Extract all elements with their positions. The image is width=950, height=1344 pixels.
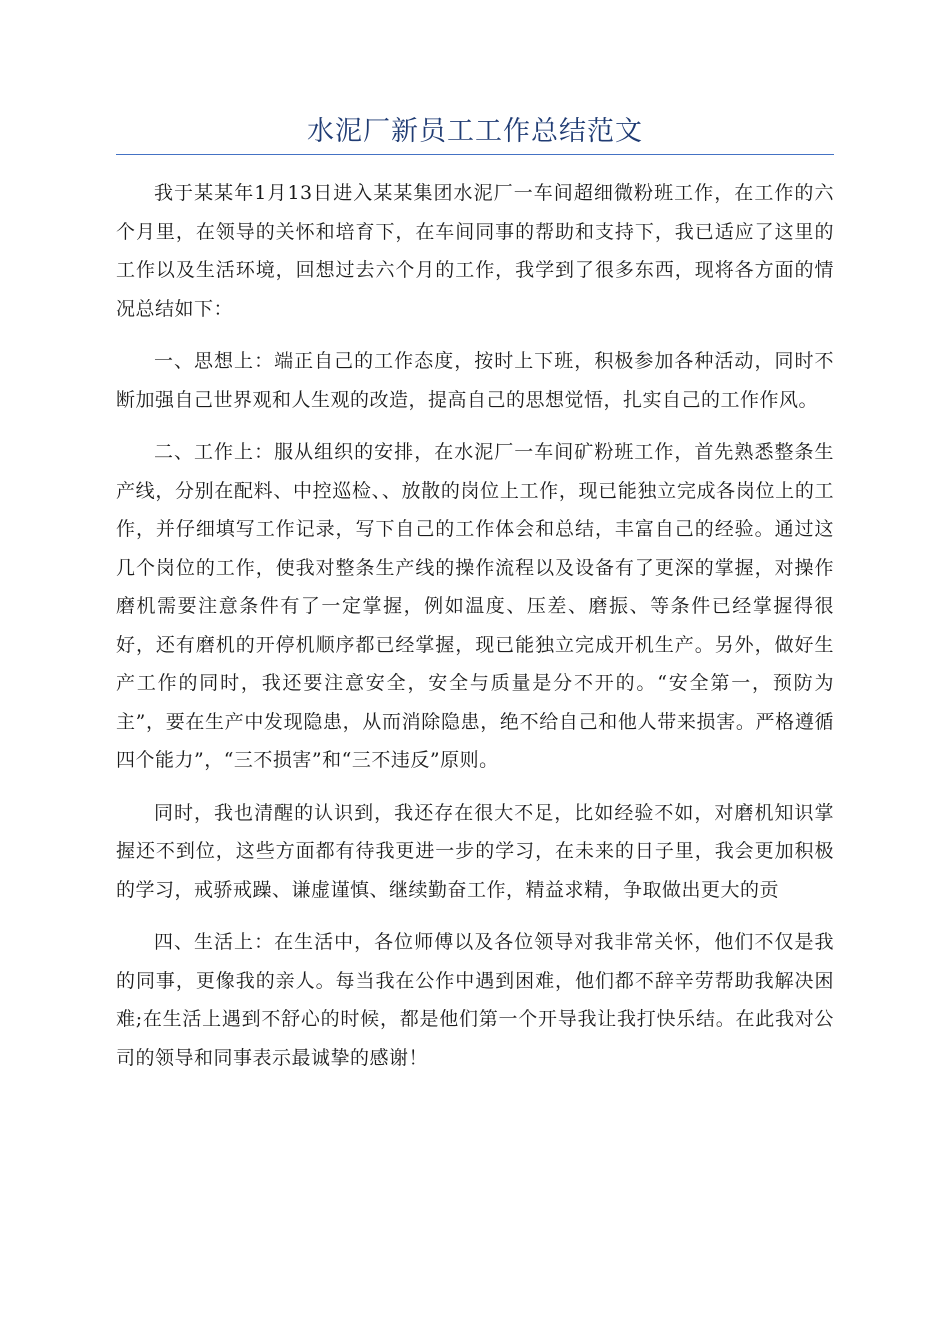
paragraph-thinking: 一、思想上：端正自己的工作态度，按时上下班，积极参加各种活动，同时不断加强自己世界观和人生观的改造，提高自己的思想觉悟，扎实自己的工作作风。 — [116, 350, 834, 411]
paragraph-shortcomings: 同时，我也清醒的认识到，我还存在很大不足，比如经验不如，对磨机知识掌握还不到位，这些方面都有待我更进一步的学习，在未来的日子里，我会更加积极的学习，戒骄戒躁、谦虚谨慎、继续勤奋工作，精益求精，争取做出更大的贡 — [116, 801, 834, 901]
document-body — [116, 174, 834, 1091]
title-underline-rule — [116, 154, 834, 155]
title-block — [116, 112, 834, 155]
page-title: 水泥厂新员工工作总结范文 — [307, 116, 643, 147]
paragraph-life: 四、生活上：在生活中，各位师傅以及各位领导对我非常关怀，他们不仅是我的同事，更像我的亲人。每当我在公作中遇到困难，他们都不辞辛劳帮助我解决困难;在生活上遇到不舒心的时候，都是他们第一个开导我让我打快乐结。在此我对公司的领导和同事表示最诚挚的感谢！ — [116, 931, 834, 1069]
paragraph-intro: 我于某某年1月13日进入某某集团水泥厂一车间超细微粉班工作，在工作的六个月里，在领导的关怀和培育下，在车间同事的帮助和支持下，我已适应了这里的工作以及生活环境，回想过去六个月的工作，我学到了很多东西，现将各方面的情况总结如下： — [116, 182, 834, 320]
paragraph-work: 二、工作上：服从组织的安排，在水泥厂一车间矿粉班工作，首先熟悉整条生产线，分别在配料、中控巡检、、放散的岗位上工作，现已能独立完成各岗位上的工作，并仔细填写工作记录，写下自己的工作体会和总结，丰富自己的经验。通过这几个岗位的工作，使我对整条生产线的操作流程以及设备有了更深的掌握，对操作磨机需要注意条件有了一定掌握，例如温度、压差、磨振、等条件已经掌握得很好，还有磨机的开停机顺序都已经掌握，现已能独立完成开机生产。另外，做好生产工作的同时，我还要注意安全，安全与质量是分不开的。“安全第一，预防为主”，要在生产中发现隐患，从而消除隐患，绝不给自己和他人带来损害。严格遵循四个能力”，“三不损害”和“三不违反”原则。 — [116, 441, 834, 771]
